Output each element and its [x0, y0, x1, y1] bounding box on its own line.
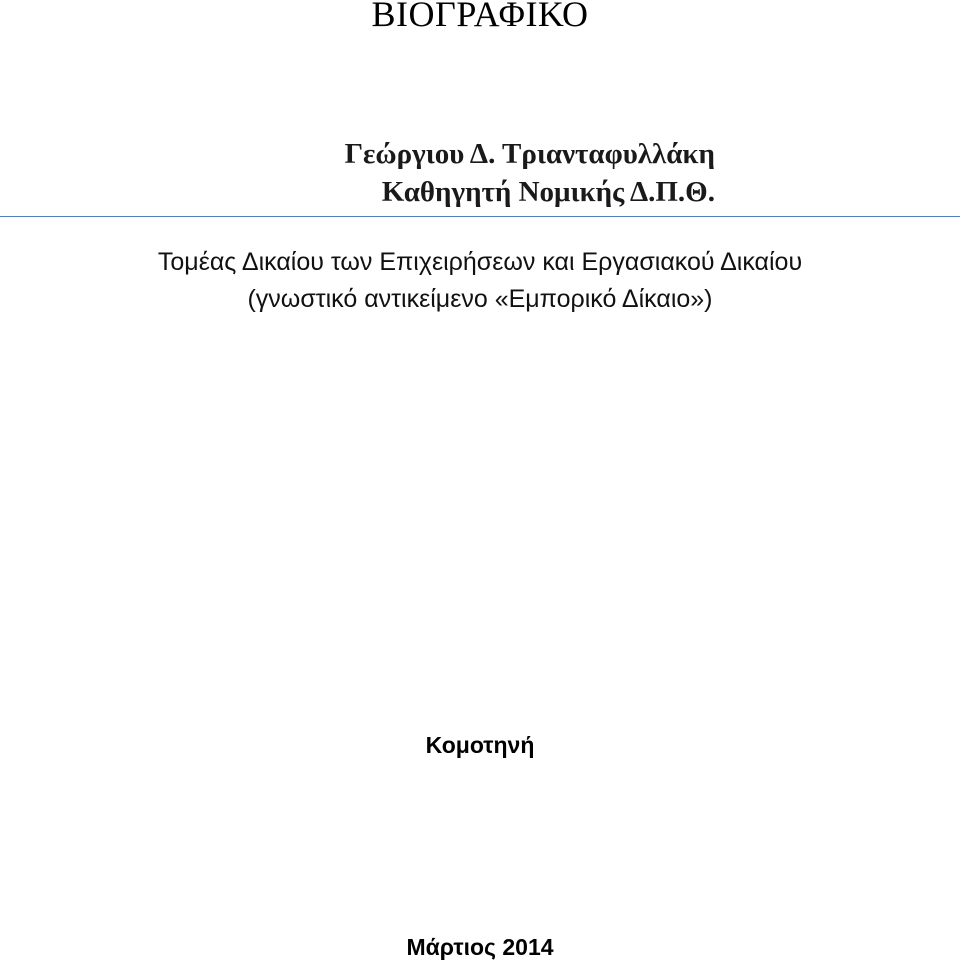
department-block	[0, 244, 960, 318]
department-subject: (γνωστικό αντικείμενο «Εμπορικό Δίκαιο»)	[247, 285, 713, 313]
author-name: Γεώργιου Δ. Τριανταφυλλάκη	[344, 138, 715, 170]
place-name: Κομοτηνή	[425, 732, 535, 758]
author-block	[345, 135, 715, 211]
horizontal-divider	[0, 216, 960, 217]
document-title: ΒΙΟΓΡΑΦΙΚΟ	[371, 0, 589, 34]
document-date: Μάρτιος 2014	[406, 934, 554, 960]
department-name: Τομέας Δικαίου των Επιχειρήσεων και Εργασιακού Δικαίου	[157, 248, 803, 276]
author-position: Καθηγητή Νομικής Δ.Π.Θ.	[381, 176, 715, 208]
